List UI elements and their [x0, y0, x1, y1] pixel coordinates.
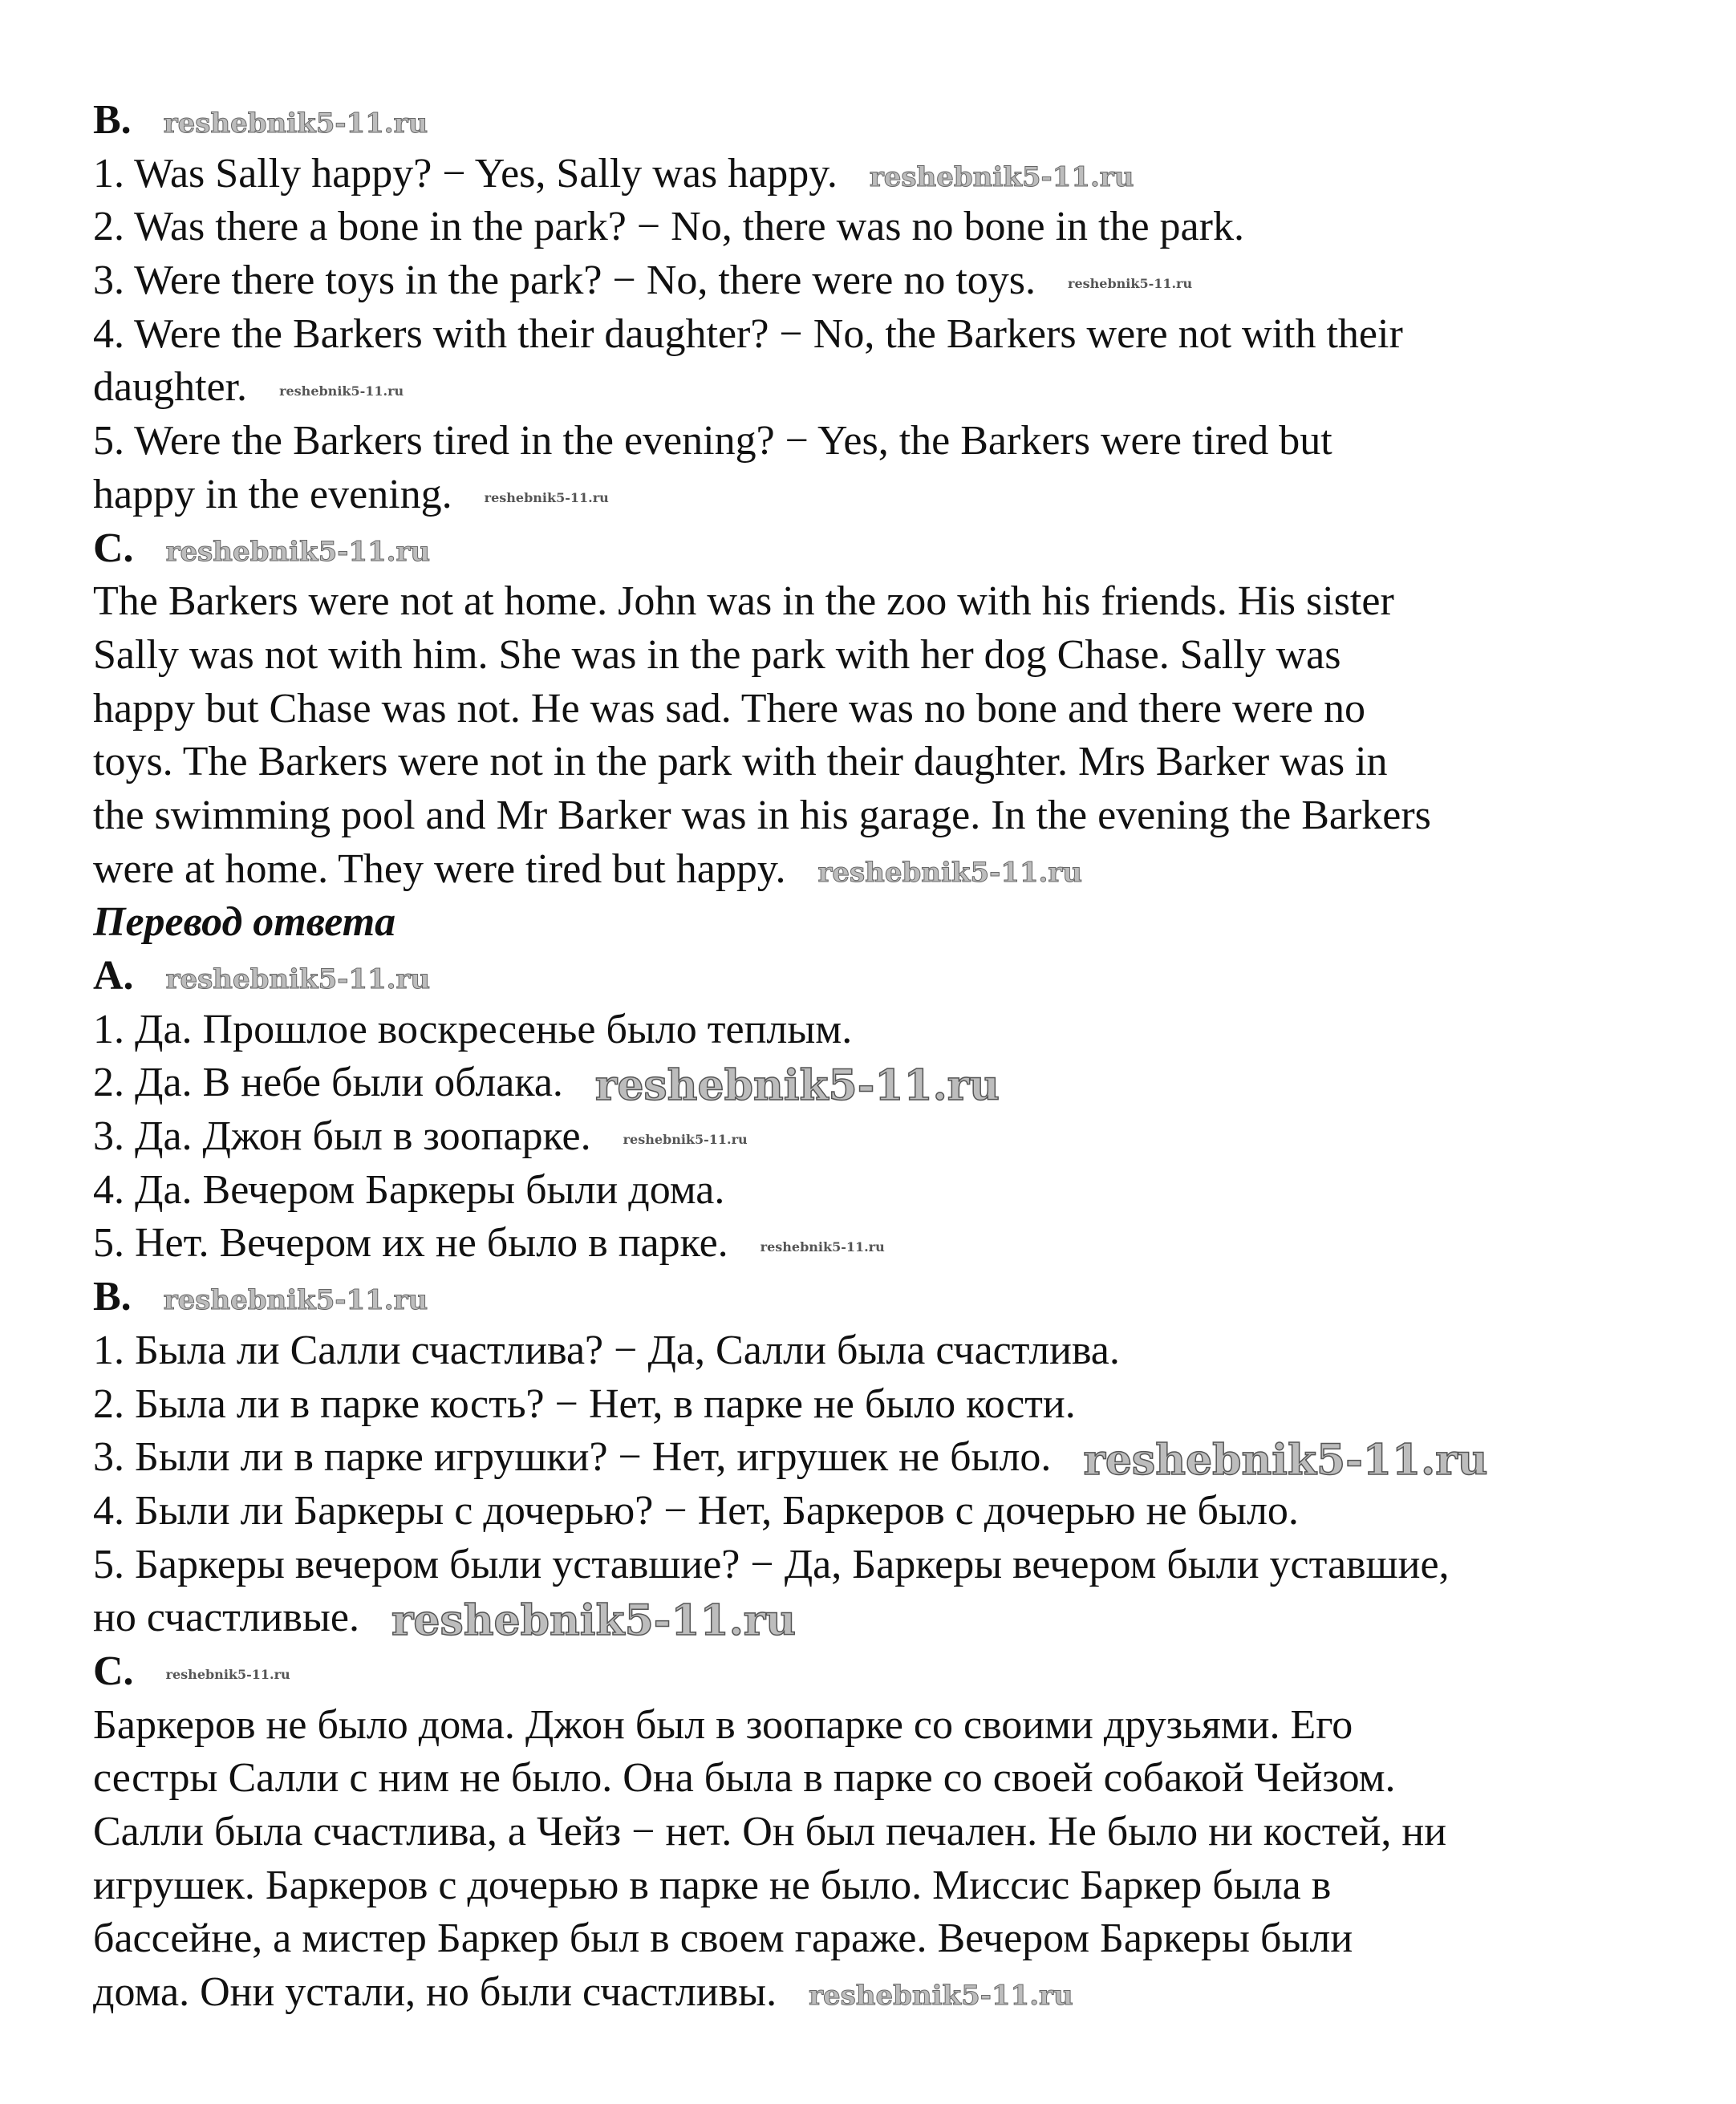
line-text: 3. Да. Джон был в зоопарке.: [93, 1113, 591, 1160]
line-text: но счастливые.: [93, 1595, 359, 1641]
line-text: 4. Were the Barkers with their daughter? − No, the Barkers were not with their: [93, 310, 1403, 357]
text-line: [93, 1912, 1730, 1966]
line-text: daughter.: [93, 364, 248, 411]
line-text: Sally was not with him. She was in the park with her dog Chase. Sally was: [93, 631, 1341, 678]
text-line: [93, 468, 1730, 522]
line-text: C.: [93, 1648, 134, 1694]
watermark: reshebnik5-11.ru: [484, 489, 609, 505]
document-body: [93, 94, 1730, 2020]
text-line: [93, 575, 1730, 629]
section-heading: [93, 1645, 1730, 1699]
watermark: reshebnik5-11.ru: [869, 160, 1134, 193]
text-line: [93, 629, 1730, 683]
text-line: [93, 1164, 1730, 1218]
line-text: 3. Были ли в парке игрушки? − Нет, игрушек не было.: [93, 1434, 1052, 1481]
line-text: were at home. They were tired but happy.: [93, 845, 786, 892]
watermark: reshebnik5-11.ru: [817, 856, 1083, 889]
line-text: 5. Were the Barkers tired in the evening? − Yes, the Barkers were tired but: [93, 418, 1332, 464]
line-text: the swimming pool and Mr Barker was in his garage. In the evening the Barkers: [93, 792, 1431, 838]
text-line: [93, 1003, 1730, 1057]
text-line: [93, 254, 1730, 308]
section-heading: [93, 522, 1730, 576]
text-line: [93, 148, 1730, 201]
text-line: [93, 1591, 1730, 1645]
line-text: сестры Салли с ним не было. Она была в парке со своей собакой Чейзом.: [93, 1755, 1396, 1802]
line-text: 1. Да. Прошлое воскресенье было теплым.: [93, 1006, 853, 1052]
text-line: [93, 415, 1730, 468]
line-text: 4. Были ли Баркеры с дочерью? − Нет, Баркеров с дочерью не было.: [93, 1487, 1299, 1534]
line-text: A.: [93, 953, 134, 999]
line-text: бассейне, а мистер Баркер был в своем гараже. Вечером Баркеры были: [93, 1915, 1353, 1962]
watermark: reshebnik5-11.ru: [1083, 1436, 1488, 1485]
watermark: reshebnik5-11.ru: [623, 1132, 748, 1148]
text-line: [93, 683, 1730, 736]
text-line: [93, 1806, 1730, 1859]
text-line: [93, 1431, 1730, 1485]
text-line: [93, 1538, 1730, 1592]
line-text: Баркеров не было дома. Джон был в зоопарке со своими друзьями. Его: [93, 1701, 1353, 1748]
line-text: B.: [93, 1274, 132, 1320]
watermark: reshebnik5-11.ru: [163, 1284, 428, 1317]
text-line: [93, 1485, 1730, 1538]
text-line: [93, 736, 1730, 789]
text-line: [93, 1056, 1730, 1110]
watermark: reshebnik5-11.ru: [165, 535, 431, 568]
section-title: [93, 896, 1730, 950]
line-text: 2. Была ли в парке кость? − Нет, в парке не было кости.: [93, 1380, 1076, 1427]
text-line: [93, 1699, 1730, 1753]
watermark: reshebnik5-11.ru: [391, 1596, 796, 1645]
text-line: [93, 1859, 1730, 1913]
line-text: Салли была счастлива, а Чейз − нет. Он был печален. Не было ни костей, ни: [93, 1809, 1447, 1855]
watermark: reshebnik5-11.ru: [165, 1667, 290, 1682]
watermark: reshebnik5-11.ru: [760, 1238, 885, 1255]
watermark: reshebnik5-11.ru: [163, 107, 428, 140]
watermark: reshebnik5-11.ru: [165, 963, 431, 996]
text-line: [93, 1110, 1730, 1164]
watermark: reshebnik5-11.ru: [279, 383, 404, 399]
line-text: The Barkers were not at home. John was in the zoo with his friends. His sister: [93, 578, 1394, 625]
watermark: reshebnik5-11.ru: [594, 1061, 1000, 1111]
section-heading: [93, 1271, 1730, 1324]
text-line: [93, 843, 1730, 897]
line-text: toys. The Barkers were not in the park with their daughter. Mrs Barker was in: [93, 739, 1388, 785]
text-line: [93, 1752, 1730, 1806]
text-line: [93, 1217, 1730, 1271]
line-text: 2. Да. В небе были облака.: [93, 1060, 563, 1106]
section-heading: [93, 950, 1730, 1003]
watermark: reshebnik5-11.ru: [1068, 276, 1193, 292]
text-line: [93, 1324, 1730, 1378]
line-text: 5. Баркеры вечером были уставшие? − Да, Баркеры вечером были уставшие,: [93, 1541, 1450, 1587]
line-text: дома. Они устали, но были счастливы.: [93, 1969, 777, 2016]
text-line: [93, 789, 1730, 843]
line-text: 4. Да. Вечером Баркеры были дома.: [93, 1166, 725, 1213]
text-line: [93, 308, 1730, 362]
text-line: [93, 201, 1730, 254]
text-line: [93, 361, 1730, 415]
line-text: C.: [93, 525, 134, 571]
line-text: happy in the evening.: [93, 471, 452, 517]
text-line: [93, 1966, 1730, 2020]
line-text: 1. Была ли Салли счастлива? − Да, Салли была счастлива.: [93, 1327, 1120, 1373]
line-text: B.: [93, 97, 132, 143]
section-heading: [93, 94, 1730, 148]
watermark: reshebnik5-11.ru: [809, 1980, 1073, 2013]
line-text: игрушек. Баркеров с дочерью в парке не было. Миссис Баркер была в: [93, 1862, 1332, 1908]
line-text: 3. Were there toys in the park? − No, there were no toys.: [93, 257, 1036, 304]
line-text: happy but Chase was not. He was sad. There was no bone and there were no: [93, 685, 1366, 732]
line-text: Перевод ответа: [93, 899, 396, 946]
text-line: [93, 1378, 1730, 1432]
line-text: 1. Was Sally happy? − Yes, Sally was happy.: [93, 150, 838, 197]
line-text: 2. Was there a bone in the park? − No, there was no bone in the park.: [93, 204, 1244, 250]
line-text: 5. Нет. Вечером их не было в парке.: [93, 1220, 728, 1267]
